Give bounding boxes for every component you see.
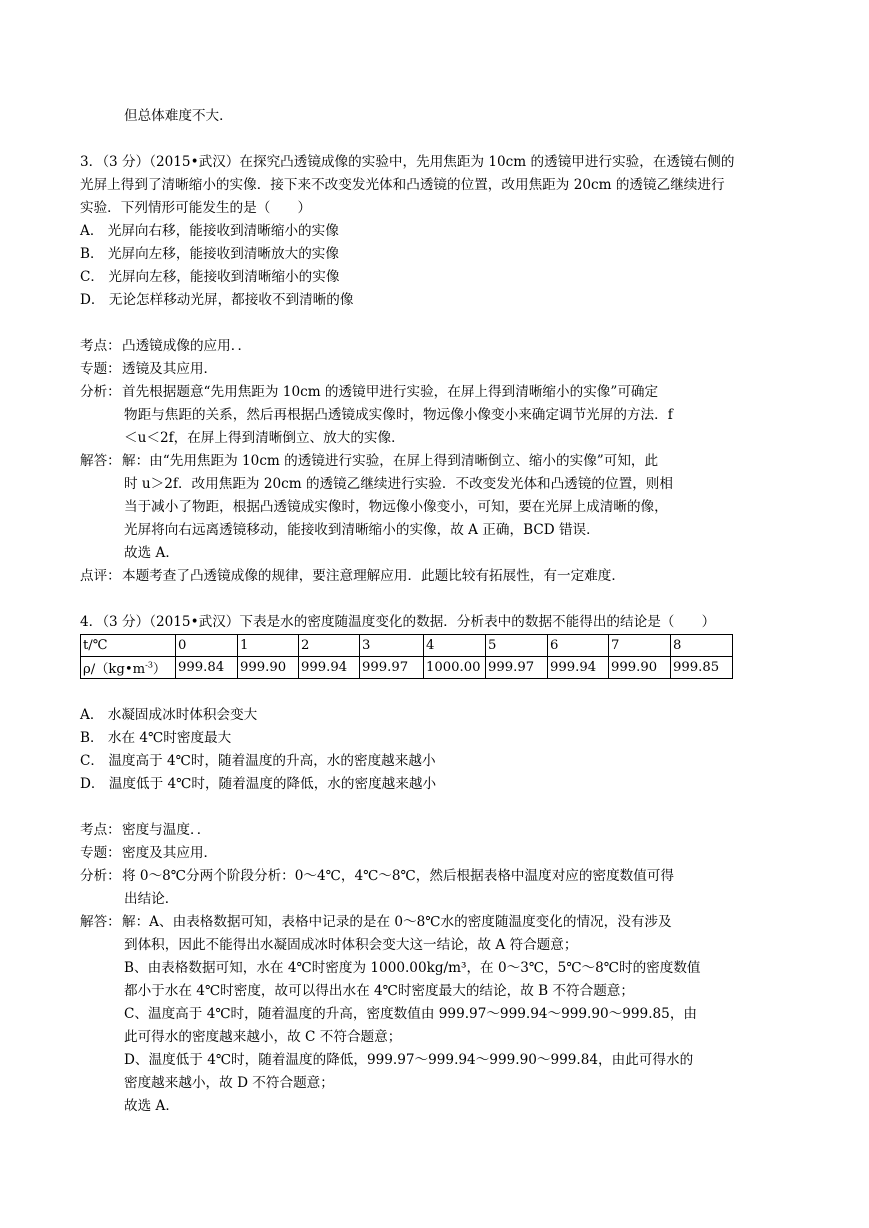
q4-jieda-line-9: 故选 A． [124,1098,179,1114]
q4-option-c: C． 温度高于 4℃时，随着温度的升高，水的密度越来越小 [80,753,436,769]
q3-jieda-line-5: 故选 A． [124,545,179,561]
q4-option-a: A． 水凝固成冰时体积会变大 [80,707,258,723]
table-cell: 999.85 [671,657,733,679]
q4-jieda-line-4: 都小于水在 4℃时密度，故可以得出水在 4℃时密度最大的结论，故 B 不符合题意； [124,983,634,999]
q3-option-b: B． 光屏向左移，能接收到清晰放大的实像 [80,246,339,262]
q3-fenxi-label: 分析： [80,384,121,400]
q4-stem: 4．（3 分）（2015•武汉）下表是水的密度随温度变化的数据．分析表中的数据不能得出的结论是（ ） [80,614,716,630]
table-row [81,657,733,679]
density-table [80,634,733,679]
q4-jieda-label: 解答： [80,914,121,930]
q3-option-c: C． 光屏向左移，能接收到清晰缩小的实像 [80,269,340,285]
table-cell: 6 [548,635,609,657]
table-cell: 999.90 [609,657,671,679]
q3-jieda-label: 解答： [80,453,121,469]
q3-fenxi-line-1: 首先根据题意“先用焦距为 10cm 的透镜甲进行实验，在屏上得到清晰缩小的实像”可确定 [122,384,659,400]
table-cell: 8 [671,635,733,657]
table-cell: 5 [486,635,548,657]
q4-kaodian: 密度与温度．． [122,822,211,838]
q3-jieda-line-4: 光屏将向右远离透镜移动，能接收到清晰缩小的实像，故 A 正确，BCD 错误． [124,522,600,538]
q3-jieda-line-2: 时 u＞2f．改用焦距为 20cm 的透镜乙继续进行实验．不改变发光体和凸透镜的位置，则相 [124,476,673,492]
q3-fenxi-line-3: ＜u＜2f，在屏上得到清晰倒立、放大的实像． [124,430,405,446]
table-row [81,635,733,657]
q3-option-d: D． 无论怎样移动光屏，都接收不到清晰的像 [80,292,354,308]
table-cell: 999.97 [486,657,548,679]
table-cell: 1 [238,635,299,657]
table-cell: 3 [360,635,424,657]
q4-jieda-line-1: 解：A、由表格数据可知，表格中记录的是在 0～8℃水的密度随温度变化的情况，没有涉及 [122,914,672,930]
q3-zhuanti: 透镜及其应用． [122,361,218,377]
density-unit-exponent: -3 [145,660,153,670]
q3-zhuanti-label: 专题： [80,361,121,377]
table-cell: 1000.00 [424,657,486,679]
q4-jieda-line-8: 密度越来越小，故 D 不符合题意； [124,1075,334,1091]
q4-option-d: D． 温度低于 4℃时，随着温度的降低，水的密度越来越小 [80,776,437,792]
table-cell: 999.90 [238,657,299,679]
table-cell: 999.84 [176,657,238,679]
q3-kaodian: 凸透镜成像的应用．． [122,338,252,354]
q4-jieda-line-2: 到体积，因此不能得出水凝固成冰时体积会变大这一结论，故 A 符合题意； [124,937,578,953]
table-header-temperature: t/℃ [81,635,176,657]
q4-fenxi-label: 分析： [80,868,121,884]
q3-option-a: A． 光屏向右移，能接收到清晰缩小的实像 [80,223,339,239]
q3-jieda-line-1: 解：由“先用焦距为 10cm 的透镜进行实验，在屏上得到清晰倒立、缩小的实像”可知，此 [122,453,659,469]
table-cell: 999.97 [360,657,424,679]
q4-fenxi-line-1: 将 0～8℃分两个阶段分析：0～4℃，4℃～8℃，然后根据表格中温度对应的密度数值可得 [122,868,675,884]
q4-zhuanti-label: 专题： [80,845,121,861]
table-cell: 999.94 [548,657,609,679]
q3-jieda-line-3: 当于减小了物距，根据凸透镜成实像时，物远像小像变小，可知，要在光屏上成清晰的像， [124,499,668,515]
q3-dianping: 本题考查了凸透镜成像的规律，要注意理解应用．此题比较有拓展性，有一定难度． [122,568,625,584]
q4-jieda-line-5: C、温度高于 4℃时，随着温度的升高，密度数值由 999.97～999.94～999.90～999.85，由 [124,1006,697,1022]
q3-kaodian-label: 考点： [80,338,121,354]
q4-jieda-line-7: D、温度低于 4℃时，随着温度的降低，999.97～999.94～999.90～999.84，由此可得水的 [124,1052,694,1068]
table-cell: 0 [176,635,238,657]
q3-stem-line-3: 实验．下列情形可能发生的是（ ） [80,200,312,216]
q4-kaodian-label: 考点： [80,822,121,838]
q3-stem-line-1: 3．（3 分）（2015•武汉）在探究凸透镜成像的实验中，先用焦距为 10cm 的透镜甲进行实验，在透镜右侧的 [80,154,735,170]
table-cell: 7 [609,635,671,657]
density-unit-close: ） [152,662,167,677]
q4-zhuanti: 密度及其应用． [122,845,218,861]
q3-stem-line-2: 光屏上得到了清晰缩小的实像．接下来不改变发光体和凸透镜的位置，改用焦距为 20cm 的透镜乙继续进行 [80,177,725,193]
q3-fenxi-line-2: 物距与焦距的关系，然后再根据凸透镜成实像时，物远像小像变小来确定调节光屏的方法．f [124,407,673,423]
q4-fenxi-line-2: 出结论． [124,891,179,907]
table-cell: 2 [299,635,360,657]
q4-option-b: B． 水在 4℃时密度最大 [80,730,232,746]
density-unit-label: ρ/（kg•m [83,662,146,677]
q4-jieda-line-3: B、由表格数据可知，水在 4℃时密度为 1000.00kg/m³，在 0～3℃，5℃～8℃时的密度数值 [124,960,701,976]
table-cell: 4 [424,635,486,657]
q4-jieda-line-6: 此可得水的密度越来越小，故 C 不符合题意； [124,1029,402,1045]
table-header-density [81,657,176,679]
table-cell: 999.94 [299,657,360,679]
intro-tail: 但总体难度不大． [124,108,233,124]
q3-dianping-label: 点评： [80,568,121,584]
